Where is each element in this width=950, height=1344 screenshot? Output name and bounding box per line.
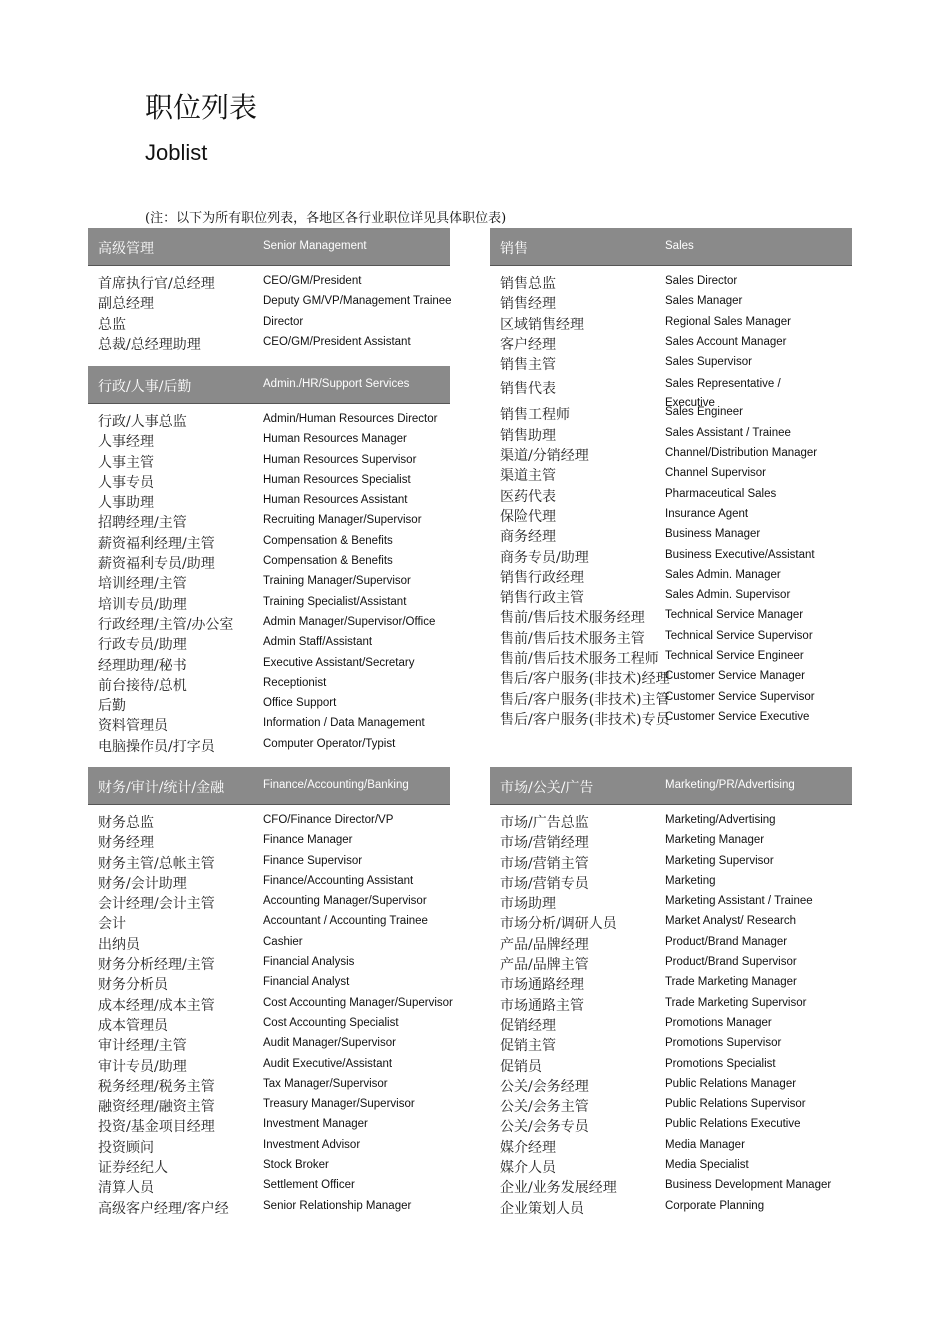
job-title-en: Product/Brand Manager	[665, 935, 788, 948]
job-title-cn: 行政经理/主管/办公室	[98, 616, 234, 633]
job-title-en: Human Resources Manager	[263, 433, 407, 446]
job-title-en: Sales Account Manager	[665, 335, 787, 348]
job-row	[490, 565, 852, 585]
job-row	[88, 450, 450, 470]
job-row	[88, 551, 450, 571]
job-title-en: Admin/Human Resources Director	[263, 413, 438, 425]
job-row	[490, 932, 852, 952]
job-title-cn: 市场/营销主管	[500, 855, 589, 872]
job-row	[88, 409, 450, 429]
job-title-en: Senior Relationship Manager	[263, 1199, 412, 1212]
job-title-en: Public Relations Supervisor	[665, 1098, 806, 1111]
section-title-cn: 高级管理	[98, 241, 154, 257]
job-row	[490, 1135, 852, 1155]
job-row	[490, 1094, 852, 1114]
job-row	[88, 1074, 450, 1094]
job-title-en: Media Manager	[665, 1138, 745, 1151]
job-row	[88, 673, 450, 693]
job-title-en: Settlement Officer	[263, 1179, 355, 1192]
job-title-cn: 投资/基金项目经理	[98, 1119, 215, 1136]
job-title-cn: 销售行政经理	[500, 569, 584, 586]
job-row	[490, 443, 852, 463]
job-row	[88, 470, 450, 490]
job-row	[490, 1033, 852, 1053]
job-title-cn: 成本经理/成本主管	[98, 997, 215, 1014]
job-title-cn: 医药代表	[500, 488, 556, 505]
job-row	[88, 531, 450, 551]
job-row	[88, 571, 450, 591]
job-row	[88, 1155, 450, 1175]
job-title-en: Executive Assistant/Secretary	[263, 656, 415, 669]
job-title-en: Information / Data Management	[263, 717, 425, 730]
job-title-en: Finance Manager	[263, 834, 353, 847]
job-title-en: Sales Admin. Manager	[665, 568, 781, 581]
job-title-en: Channel Supervisor	[665, 467, 767, 480]
job-title-en: Compensation & Benefits	[263, 534, 393, 547]
job-row	[88, 1013, 450, 1033]
job-title-cn: 销售工程师	[500, 407, 570, 424]
job-row	[490, 851, 852, 871]
section-sales	[490, 228, 852, 727]
job-title-en: Product/Brand Supervisor	[665, 956, 797, 969]
job-row	[88, 851, 450, 871]
job-title-en: Human Resources Assistant	[263, 494, 408, 507]
job-title-cn: 促销员	[500, 1058, 542, 1075]
job-row	[490, 372, 852, 410]
job-title-cn: 清算人员	[98, 1180, 154, 1197]
job-row	[88, 734, 450, 754]
job-title-en: Audit Manager/Supervisor	[263, 1037, 396, 1050]
job-title-cn: 高级客户经理/客户经	[98, 1200, 229, 1217]
job-title-en: CEO/GM/President Assistant	[263, 335, 411, 348]
job-row	[88, 312, 450, 332]
job-title-cn: 客户经理	[500, 336, 556, 353]
job-title-cn: 前台接待/总机	[98, 677, 187, 694]
job-row	[88, 1094, 450, 1114]
job-title-cn: 后勤	[98, 698, 126, 715]
section-admin-hr	[88, 366, 450, 754]
job-row	[490, 911, 852, 931]
job-title-cn: 公关/会务经理	[500, 1078, 589, 1095]
job-title-cn: 证券经纪人	[98, 1160, 168, 1177]
job-title-en: Cost Accounting Manager/Supervisor	[263, 996, 453, 1009]
job-title-en: Promotions Manager	[665, 1016, 772, 1029]
job-title-en: Market Analyst/ Research	[665, 915, 797, 928]
page-subtitle: Joblist	[145, 140, 208, 165]
job-title-en: Customer Service Supervisor	[665, 690, 815, 703]
job-row	[490, 687, 852, 707]
job-row	[88, 1175, 450, 1195]
job-title-cn: 区域销售经理	[500, 316, 584, 333]
job-row	[490, 626, 852, 646]
job-title-cn: 人事专员	[98, 474, 154, 491]
section-title-en: Marketing/PR/Advertising	[665, 779, 795, 791]
job-row	[490, 1175, 852, 1195]
job-title-cn: 融资经理/融资主管	[98, 1099, 215, 1116]
job-title-en: Receptionist	[263, 676, 327, 689]
job-row	[88, 510, 450, 530]
section-title-cn: 市场/公关/广告	[500, 780, 594, 796]
section-finance	[88, 767, 453, 1217]
job-title-cn: 市场/营销经理	[500, 835, 589, 852]
job-title-en: Promotions Supervisor	[665, 1037, 782, 1050]
job-title-cn: 经理助理/秘书	[98, 657, 187, 674]
job-title-cn: 售后/客户服务(非技术)主管	[500, 691, 670, 708]
job-title-cn: 销售经理	[500, 296, 556, 313]
job-title-en: Marketing Assistant / Trainee	[665, 895, 813, 908]
job-title-en: Marketing/Advertising	[665, 814, 776, 826]
section-header	[88, 767, 450, 805]
job-title-cn: 审计专员/助理	[98, 1058, 187, 1075]
job-row	[88, 993, 453, 1014]
job-list	[490, 810, 852, 1216]
job-row	[88, 332, 450, 352]
job-title-en: Training Manager/Supervisor	[263, 575, 411, 588]
section-title-en: Senior Management	[263, 240, 367, 252]
job-row	[88, 830, 450, 850]
job-title-cn: 售前/售后技术服务主管	[500, 630, 645, 647]
job-title-cn: 成本管理员	[98, 1017, 168, 1034]
job-title-cn: 市场助理	[500, 896, 556, 913]
job-title-en: Marketing	[665, 874, 716, 887]
job-row	[490, 1196, 852, 1216]
section-title-en: Admin./HR/Support Services	[263, 378, 410, 390]
section-senior-management	[88, 228, 450, 352]
job-title-cn: 副总经理	[98, 296, 154, 313]
job-title-cn: 投资顾问	[98, 1139, 154, 1156]
job-title-en: Sales Director	[665, 275, 738, 287]
job-title-cn: 产品/品牌主管	[500, 957, 589, 974]
job-row	[88, 1114, 450, 1134]
job-row	[88, 291, 450, 311]
job-title-en: Deputy GM/VP/Management Trainee	[263, 295, 452, 308]
job-title-en: Public Relations Manager	[665, 1077, 797, 1090]
job-row	[490, 463, 852, 483]
job-title-en: Customer Service Executive	[665, 710, 810, 723]
job-title-en: Corporate Planning	[665, 1199, 765, 1212]
job-title-cn: 会计	[98, 916, 126, 933]
page-note: (注：以下为所有职位列表，各地区各行业职位详见具体职位表)	[145, 211, 507, 226]
job-title-en: Cost Accounting Specialist	[263, 1016, 399, 1029]
job-title-cn: 资料管理员	[98, 718, 168, 735]
job-row	[490, 352, 852, 372]
job-title-en: Technical Service Engineer	[665, 650, 804, 663]
job-title-en: Cashier	[263, 935, 303, 948]
job-title-cn: 电脑操作员/打字员	[98, 738, 215, 755]
job-title-en: Public Relations Executive	[665, 1118, 801, 1131]
job-row	[490, 312, 852, 332]
job-title-en: Financial Analyst	[263, 976, 350, 989]
job-title-en: Customer Service Manager	[665, 670, 805, 683]
job-title-en: Sales Supervisor	[665, 356, 752, 369]
job-row	[490, 605, 852, 625]
job-row	[88, 713, 450, 733]
job-row	[88, 1135, 450, 1155]
job-title-cn: 税务经理/税务主管	[98, 1078, 215, 1095]
job-row	[490, 891, 852, 911]
job-title-cn: 促销主管	[500, 1038, 556, 1055]
job-row	[490, 646, 852, 666]
job-title-cn: 招聘经理/主管	[98, 515, 187, 532]
job-row	[88, 490, 450, 510]
job-row	[88, 891, 450, 911]
job-title-en: Accountant / Accounting Trainee	[263, 915, 428, 928]
job-title-en: Trade Marketing Manager	[665, 976, 797, 989]
job-row	[490, 402, 852, 422]
job-title-cn: 媒介人员	[500, 1160, 556, 1177]
job-title-cn: 公关/会务专员	[500, 1119, 589, 1136]
section-title-en: Finance/Accounting/Banking	[263, 779, 409, 791]
job-title-cn: 行政/人事总监	[98, 414, 187, 430]
job-title-cn: 财务/会计助理	[98, 875, 187, 892]
job-title-cn: 财务总监	[98, 815, 154, 831]
job-row	[490, 952, 852, 972]
job-title-cn: 促销经理	[500, 1017, 556, 1034]
job-title-en: Channel/Distribution Manager	[665, 447, 818, 460]
job-row	[490, 423, 852, 443]
job-title-cn: 总裁/总经理助理	[98, 336, 201, 353]
job-list	[88, 271, 450, 352]
job-row	[490, 332, 852, 352]
job-row	[490, 1114, 852, 1134]
job-title-en: Financial Analysis	[263, 956, 355, 969]
job-row	[490, 810, 852, 830]
job-title-cn: 行政专员/助理	[98, 637, 187, 654]
job-title-cn: 市场通路主管	[500, 997, 584, 1014]
section-header	[490, 228, 852, 266]
job-title-cn: 培训专员/助理	[98, 596, 187, 613]
job-title-en: Training Specialist/Assistant	[263, 595, 407, 608]
job-title-cn: 销售代表	[500, 381, 556, 398]
job-row	[490, 504, 852, 524]
job-row	[490, 545, 852, 565]
job-title-en: Business Development Manager	[665, 1179, 832, 1192]
job-title-en: Technical Service Manager	[665, 609, 804, 622]
job-title-en: Regional Sales Manager	[665, 315, 791, 328]
section-header	[490, 767, 852, 805]
job-row	[490, 993, 852, 1013]
job-title-cn: 销售助理	[500, 427, 556, 444]
job-title-en: Office Support	[263, 697, 337, 710]
job-title-cn: 人事主管	[98, 454, 154, 471]
job-title-cn: 售前/售后技术服务工程师	[500, 651, 659, 668]
job-title-en: Sales Assistant / Trainee	[665, 426, 791, 439]
job-title-en: Insurance Agent	[665, 507, 749, 520]
job-title-en: Marketing Supervisor	[665, 854, 774, 867]
job-title-cn: 财务主管/总帐主管	[98, 855, 215, 872]
job-title-cn: 销售主管	[500, 357, 556, 374]
job-title-cn: 渠道主管	[500, 468, 556, 485]
job-list	[490, 271, 852, 727]
job-title-cn: 薪资福利经理/主管	[98, 535, 215, 552]
job-row	[88, 429, 450, 449]
job-row	[88, 612, 450, 632]
job-title-en: Human Resources Specialist	[263, 473, 411, 486]
job-title-cn: 财务分析员	[98, 977, 168, 994]
job-title-en: Human Resources Supervisor	[263, 453, 417, 466]
job-title-cn: 市场分析/调研人员	[500, 916, 617, 933]
job-row	[490, 1054, 852, 1074]
job-title-cn: 市场/营销专员	[500, 875, 589, 892]
job-row	[88, 871, 450, 891]
job-title-en: Investment Advisor	[263, 1138, 361, 1151]
job-title-cn: 培训经理/主管	[98, 576, 187, 593]
job-row	[490, 1155, 852, 1175]
job-title-en: Recruiting Manager/Supervisor	[263, 514, 422, 527]
job-title-cn: 财务分析经理/主管	[98, 957, 215, 974]
section-header	[88, 366, 450, 404]
job-row	[88, 952, 450, 972]
job-row	[88, 592, 450, 612]
job-title-en: CFO/Finance Director/VP	[263, 814, 394, 826]
job-title-en: Accounting Manager/Supervisor	[263, 895, 427, 908]
job-title-en: Finance Supervisor	[263, 854, 363, 867]
job-title-en: Tax Manager/Supervisor	[263, 1077, 388, 1090]
job-title-en: Admin Manager/Supervisor/Office	[263, 615, 436, 628]
job-title-en: Sales Admin. Supervisor	[665, 589, 791, 602]
job-title-cn: 首席执行官/总经理	[98, 276, 215, 292]
job-title-cn: 媒介经理	[500, 1139, 556, 1156]
job-title-en: Marketing Manager	[665, 834, 765, 847]
job-row	[88, 810, 450, 830]
job-title-en: Sales Manager	[665, 295, 743, 308]
job-title-en: CEO/GM/President	[263, 275, 362, 287]
job-title-en: Technical Service Supervisor	[665, 629, 813, 642]
job-title-cn: 渠道/分销经理	[500, 448, 589, 465]
section-marketing	[490, 767, 852, 1216]
job-title-cn: 商务专员/助理	[500, 549, 589, 566]
job-list	[88, 810, 453, 1217]
job-row	[490, 1074, 852, 1094]
job-title-en: Director	[263, 315, 304, 328]
job-row	[88, 1196, 450, 1216]
job-row	[490, 271, 852, 291]
job-title-cn: 人事经理	[98, 434, 154, 451]
job-row	[490, 707, 852, 727]
job-row	[490, 830, 852, 850]
job-title-cn: 审计经理/主管	[98, 1038, 187, 1055]
job-title-en: Sales Representative / Executive	[665, 378, 781, 410]
section-title-cn: 行政/人事/后勤	[98, 379, 192, 395]
job-title-cn: 商务经理	[500, 529, 556, 546]
job-title-cn: 薪资福利专员/助理	[98, 556, 215, 573]
job-title-cn: 市场/广告总监	[500, 815, 589, 831]
job-title-cn: 人事助理	[98, 495, 154, 512]
job-title-cn: 销售行政主管	[500, 590, 584, 607]
job-row	[88, 632, 450, 652]
job-row	[490, 871, 852, 891]
job-row	[88, 271, 450, 291]
job-title-cn: 售后/客户服务(非技术)经理	[500, 671, 670, 688]
job-row	[88, 693, 450, 713]
job-row	[490, 666, 852, 686]
job-title-en: Sales Engineer	[665, 406, 743, 419]
job-title-cn: 公关/会务主管	[500, 1099, 589, 1116]
job-title-en: Promotions Specialist	[665, 1057, 776, 1070]
job-row	[88, 932, 450, 952]
section-header	[88, 228, 450, 266]
job-title-en: Compensation & Benefits	[263, 555, 393, 568]
job-row	[88, 972, 450, 992]
job-title-en: Business Executive/Assistant	[665, 548, 815, 561]
job-list	[88, 409, 450, 754]
job-row	[490, 585, 852, 605]
job-title-en: Treasury Manager/Supervisor	[263, 1098, 415, 1111]
job-title-cn: 企业/业务发展经理	[500, 1180, 617, 1197]
job-row	[88, 911, 450, 931]
job-title-cn: 出纳员	[98, 936, 140, 953]
job-title-cn: 售前/售后技术服务经理	[500, 610, 645, 627]
job-title-cn: 财务经理	[98, 835, 154, 852]
job-title-en: Admin Staff/Assistant	[263, 636, 373, 649]
job-title-cn: 售后/客户服务(非技术)专员	[500, 711, 670, 728]
job-row	[490, 524, 852, 544]
job-title-cn: 企业策划人员	[500, 1200, 584, 1217]
job-title-en: Finance/Accounting Assistant	[263, 874, 414, 887]
job-title-en: Media Specialist	[665, 1159, 749, 1172]
job-title-cn: 市场通路经理	[500, 977, 584, 994]
job-title-en: Computer Operator/Typist	[263, 737, 396, 750]
job-row	[490, 291, 852, 311]
job-row	[88, 1033, 450, 1053]
page-title: 职位列表	[145, 91, 258, 124]
job-title-cn: 总监	[98, 316, 126, 333]
job-title-en: Stock Broker	[263, 1159, 329, 1172]
section-title-cn: 财务/审计/统计/金融	[98, 780, 225, 796]
job-title-cn: 销售总监	[500, 276, 556, 292]
job-title-en: Audit Executive/Assistant	[263, 1057, 393, 1070]
job-title-en: Investment Manager	[263, 1118, 368, 1131]
job-title-cn: 保险代理	[500, 508, 556, 525]
job-row	[490, 484, 852, 504]
job-title-en: Business Manager	[665, 528, 761, 541]
job-row	[88, 653, 450, 673]
job-row	[88, 1054, 450, 1074]
job-row	[490, 1013, 852, 1033]
job-title-en: Pharmaceutical Sales	[665, 487, 777, 500]
job-title-en: Trade Marketing Supervisor	[665, 996, 807, 1009]
section-title-en: Sales	[665, 240, 694, 252]
job-row	[490, 972, 852, 992]
job-title-cn: 会计经理/会计主管	[98, 896, 215, 913]
section-title-cn: 销售	[500, 241, 528, 257]
job-title-cn: 产品/品牌经理	[500, 936, 589, 953]
